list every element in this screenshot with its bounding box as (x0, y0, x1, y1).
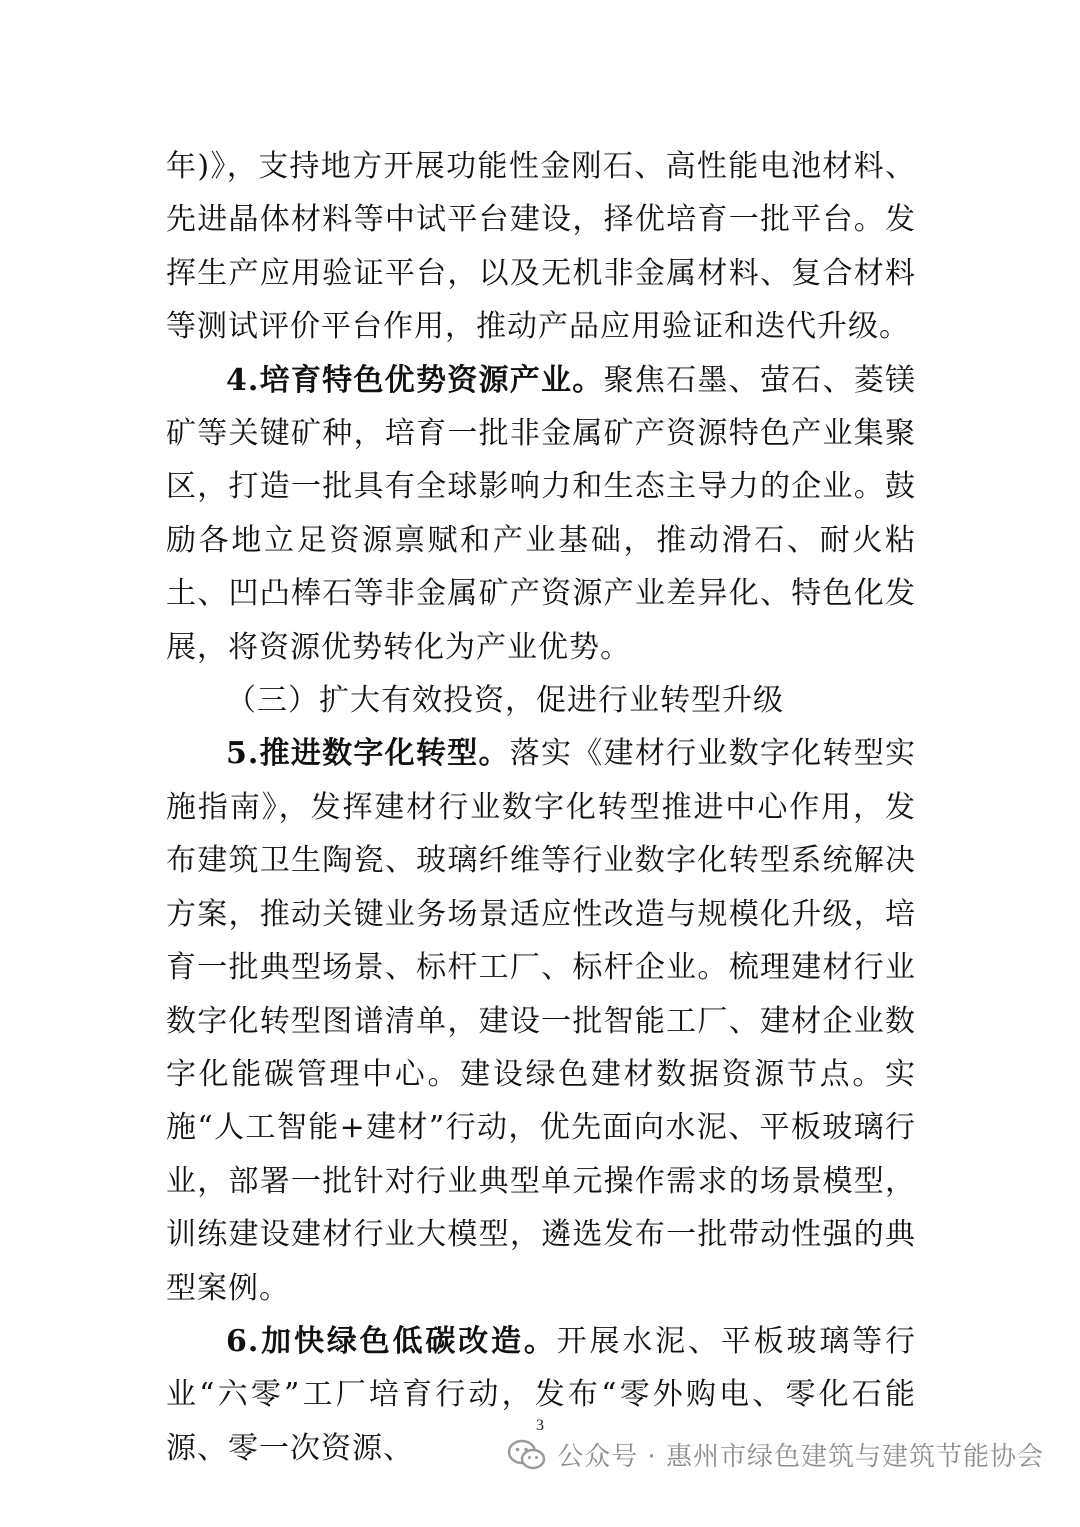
section-3-heading: （三）扩大有效投资，促进行业转型升级 (226, 683, 784, 719)
paragraph-item-5 (166, 727, 916, 1314)
watermark-text: 公众号 · 惠州市绿色建筑与建筑节能协会 (557, 1442, 1044, 1472)
item-4-heading: 4.培育特色优势资源产业。 (226, 362, 604, 398)
watermark (507, 1436, 1044, 1473)
item-5-heading: 5.推进数字化转型。 (226, 736, 510, 772)
item-5-text: 落实《建材行业数字化转型实施指南》，发挥建材行业数字化转型推进中心作用，发布建筑卫生陶瓷、玻璃纤维等行业数字化转型系统解决方案，推动关键业务场景适应性改造与规模化升级，培育一批典型场景、标杆工厂、标杆企业。梳理建材行业数字化转型图谱清单，建设一批智能工厂、建材企业数字化能碳管理中心。建设绿色建材数据资源节点。实施“人工智能+建材”行动，优先面向水泥、平板玻璃行业，部署一批针对行业典型单元操作需求的场景模型，训练建设建材行业大模型，遴选发布一批带动性强的典型案例。 (166, 736, 916, 1306)
wechat-icon (507, 1438, 547, 1472)
page-number: 3 (536, 1417, 544, 1434)
document-body (166, 140, 916, 1475)
item-6-text: 开展水泥、平板玻璃等行业“六零”工厂培育行动，发布“零外购电、零化石能源、零一次资源、 (166, 1323, 916, 1466)
item-6-heading: 6.加快绿色低碳改造。 (226, 1323, 557, 1359)
paragraph-item-4 (166, 354, 916, 674)
item-4-text: 聚焦石墨、萤石、菱镁矿等关键矿种，培育一批非金属矿产资源特色产业集聚区，打造一批具有全球影响力和生态主导力的企业。鼓励各地立足资源禀赋和产业基础，推动滑石、耐火粘土、凹凸棒石等非金属矿产资源产业差异化、特色化发展，将资源优势转化为产业优势。 (166, 362, 916, 665)
paragraph-continuation: 年)》，支持地方开展功能性金刚石、高性能电池材料、先进晶体材料等中试平台建设，择优培育一批平台。发挥生产应用验证平台，以及无机非金属材料、复合材料等测试评价平台作用，推动产品应用验证和迭代升级。 (166, 149, 916, 345)
